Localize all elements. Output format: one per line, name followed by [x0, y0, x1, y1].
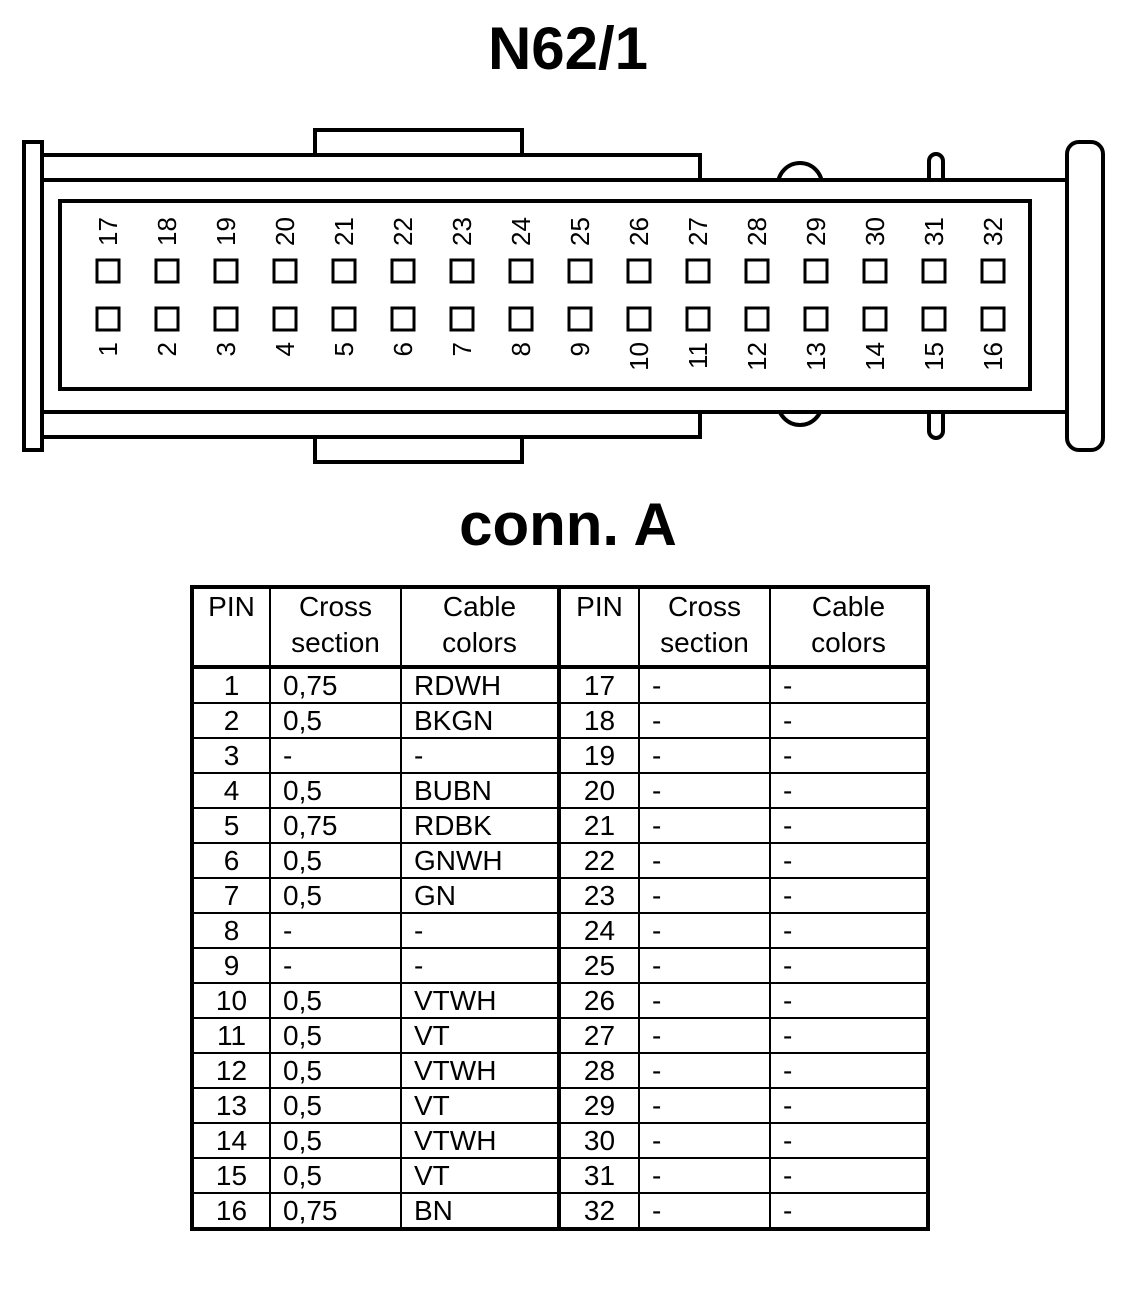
table-row [192, 703, 928, 738]
cell-pin: 4 [192, 773, 270, 808]
pin-socket-top [510, 260, 532, 282]
pin-socket-top [982, 260, 1004, 282]
pin-socket-top [746, 260, 768, 282]
pin-socket-bottom [215, 308, 237, 330]
table-row [192, 1053, 928, 1088]
table-row [192, 1088, 928, 1123]
pin-label-top: 19 [211, 217, 241, 246]
header-pin: PIN [192, 587, 270, 667]
cell-cable-color-right: - [770, 878, 928, 913]
cell-cross-section-right: - [639, 983, 770, 1018]
cell-cross-section: 0,5 [270, 1053, 401, 1088]
cell-cross-section: 0,5 [270, 1123, 401, 1158]
cell-cross-section: 0,5 [270, 843, 401, 878]
connector-subtitle: conn. A [459, 491, 677, 558]
pin-label-top: 22 [388, 217, 418, 246]
cell-cross-section: 0,5 [270, 1088, 401, 1123]
cell-cable-color: GNWH [401, 843, 559, 878]
header-pin-right: PIN [559, 587, 639, 667]
pin-label-bottom: 5 [329, 342, 359, 357]
right-end-cap [1067, 142, 1103, 450]
cell-cross-section-right: - [639, 948, 770, 983]
cell-pin-right: 32 [559, 1193, 639, 1229]
cell-pin: 3 [192, 738, 270, 773]
pin-label-bottom: 4 [270, 342, 300, 357]
cell-cross-section-right: - [639, 808, 770, 843]
cell-cable-color: - [401, 913, 559, 948]
cell-pin: 10 [192, 983, 270, 1018]
pin-label-bottom: 11 [683, 342, 713, 369]
pin-label-bottom: 8 [506, 342, 536, 357]
pin-socket-bottom [97, 308, 119, 330]
cell-cross-section: 0,5 [270, 773, 401, 808]
table-row [192, 878, 928, 913]
cell-pin-right: 23 [559, 878, 639, 913]
cell-cross-section: 0,5 [270, 878, 401, 913]
header-cable-colors: Cable colors [401, 587, 559, 667]
cell-pin: 1 [192, 667, 270, 703]
table-row [192, 738, 928, 773]
pin-label-bottom: 9 [565, 342, 595, 357]
pin-socket-bottom [628, 308, 650, 330]
cell-pin: 7 [192, 878, 270, 913]
cell-cable-color: RDWH [401, 667, 559, 703]
cell-cross-section: - [270, 913, 401, 948]
cell-cable-color-right: - [770, 913, 928, 948]
cell-cable-color: GN [401, 878, 559, 913]
table-row [192, 1018, 928, 1053]
pin-socket-top [451, 260, 473, 282]
cell-cable-color-right: - [770, 773, 928, 808]
cell-pin: 11 [192, 1018, 270, 1053]
cell-cable-color: BN [401, 1193, 559, 1229]
pin-socket-top [687, 260, 709, 282]
cell-pin: 9 [192, 948, 270, 983]
table-row [192, 913, 928, 948]
pin-socket-bottom [569, 308, 591, 330]
pin-label-bottom: 12 [742, 342, 772, 371]
cell-cross-section-right: - [639, 1123, 770, 1158]
cell-cable-color: VTWH [401, 1053, 559, 1088]
table-row [192, 843, 928, 878]
pin-socket-bottom [746, 308, 768, 330]
table-row [192, 667, 928, 703]
cell-pin-right: 18 [559, 703, 639, 738]
table-row [192, 1123, 928, 1158]
cell-pin: 2 [192, 703, 270, 738]
cell-cable-color-right: - [770, 1158, 928, 1193]
cell-cable-color: - [401, 738, 559, 773]
cell-cable-color-right: - [770, 1053, 928, 1088]
cell-pin-right: 31 [559, 1158, 639, 1193]
cell-cable-color-right: - [770, 1193, 928, 1229]
cell-cable-color: VTWH [401, 1123, 559, 1158]
pin-label-top: 29 [801, 217, 831, 246]
cell-cable-color: VT [401, 1018, 559, 1053]
cell-cable-color-right: - [770, 808, 928, 843]
cell-pin-right: 25 [559, 948, 639, 983]
cell-cable-color: BUBN [401, 773, 559, 808]
pin-label-bottom: 15 [919, 342, 949, 371]
cell-cross-section: 0,5 [270, 703, 401, 738]
pin-socket-bottom [451, 308, 473, 330]
pin-label-top: 21 [329, 217, 359, 246]
cell-pin: 15 [192, 1158, 270, 1193]
cell-cross-section-right: - [639, 1193, 770, 1229]
pin-label-top: 18 [152, 217, 182, 246]
cell-cable-color-right: - [770, 843, 928, 878]
pin-label-top: 26 [624, 217, 654, 246]
pin-label-top: 32 [978, 217, 1008, 246]
pin-socket-top [628, 260, 650, 282]
pin-socket-bottom [687, 308, 709, 330]
cell-cross-section-right: - [639, 1053, 770, 1088]
cell-pin: 14 [192, 1123, 270, 1158]
pin-label-top: 30 [860, 217, 890, 246]
cell-pin-right: 27 [559, 1018, 639, 1053]
pin-socket-bottom [864, 308, 886, 330]
cell-cable-color-right: - [770, 667, 928, 703]
pin-label-top: 31 [919, 217, 949, 246]
pin-socket-bottom [923, 308, 945, 330]
cell-cable-color-right: - [770, 703, 928, 738]
pin-socket-bottom [392, 308, 414, 330]
cell-cross-section-right: - [639, 913, 770, 948]
pin-socket-bottom [982, 308, 1004, 330]
cell-pin: 6 [192, 843, 270, 878]
header-cable-colors-right: Cable colors [770, 587, 928, 667]
cell-cross-section: 0,75 [270, 1193, 401, 1229]
pin-socket-top [274, 260, 296, 282]
cell-cross-section-right: - [639, 773, 770, 808]
cell-pin-right: 17 [559, 667, 639, 703]
table-row [192, 1158, 928, 1193]
pin-label-bottom: 16 [978, 342, 1008, 371]
cell-cable-color: VTWH [401, 983, 559, 1018]
pin-socket-bottom [805, 308, 827, 330]
cell-pin-right: 20 [559, 773, 639, 808]
table-row [192, 983, 928, 1018]
pin-socket-top [215, 260, 237, 282]
cell-pin-right: 29 [559, 1088, 639, 1123]
header-cross-section: Cross section [270, 587, 401, 667]
pin-label-bottom: 10 [624, 342, 654, 371]
cell-pin-right: 24 [559, 913, 639, 948]
cell-cross-section-right: - [639, 667, 770, 703]
cell-cable-color-right: - [770, 738, 928, 773]
cell-cross-section: 0,75 [270, 667, 401, 703]
pin-label-bottom: 1 [93, 342, 123, 357]
pin-label-top: 23 [447, 217, 477, 246]
pin-label-bottom: 6 [388, 342, 418, 357]
cell-pin-right: 22 [559, 843, 639, 878]
cell-cross-section-right: - [639, 1158, 770, 1193]
cell-cable-color-right: - [770, 983, 928, 1018]
pin-socket-top [805, 260, 827, 282]
cell-cross-section: - [270, 948, 401, 983]
pin-label-bottom: 14 [860, 342, 890, 371]
cell-cable-color: VT [401, 1088, 559, 1123]
cell-pin: 5 [192, 808, 270, 843]
pin-socket-top [569, 260, 591, 282]
cell-pin-right: 21 [559, 808, 639, 843]
connector-title: N62/1 [487, 15, 649, 82]
pin-label-bottom: 2 [152, 342, 182, 357]
pin-label-top: 28 [742, 217, 772, 246]
cell-cross-section-right: - [639, 843, 770, 878]
cell-cable-color: - [401, 948, 559, 983]
pin-label-bottom: 7 [447, 342, 477, 357]
table-header-row [192, 587, 928, 667]
pin-socket-top [864, 260, 886, 282]
cell-cross-section: 0,5 [270, 1018, 401, 1053]
cell-pin: 12 [192, 1053, 270, 1088]
pin-label-bottom: 3 [211, 342, 241, 357]
cell-cross-section: 0,75 [270, 808, 401, 843]
pin-socket-bottom [510, 308, 532, 330]
header-cross-section-right: Cross section [639, 587, 770, 667]
cell-cross-section-right: - [639, 1088, 770, 1123]
pin-socket-top [392, 260, 414, 282]
cell-pin: 13 [192, 1088, 270, 1123]
cell-cable-color-right: - [770, 1088, 928, 1123]
left-end-plate [24, 142, 42, 450]
pin-label-top: 24 [506, 217, 536, 246]
cell-cable-color-right: - [770, 948, 928, 983]
pin-socket-top [97, 260, 119, 282]
table-row [192, 948, 928, 983]
cell-pin-right: 30 [559, 1123, 639, 1158]
pin-socket-top [333, 260, 355, 282]
table-row [192, 1193, 928, 1229]
cell-pin-right: 28 [559, 1053, 639, 1088]
pin-socket-top [156, 260, 178, 282]
cell-pin: 16 [192, 1193, 270, 1229]
pin-label-bottom: 13 [801, 342, 831, 371]
cell-pin: 8 [192, 913, 270, 948]
cell-cable-color: BKGN [401, 703, 559, 738]
cell-cable-color: VT [401, 1158, 559, 1193]
pin-socket-top [923, 260, 945, 282]
cell-cross-section: - [270, 738, 401, 773]
pin-label-top: 27 [683, 217, 713, 246]
table-row [192, 808, 928, 843]
connector-drawing [0, 0, 1136, 480]
cell-cross-section-right: - [639, 703, 770, 738]
pin-label-top: 17 [93, 217, 123, 246]
pinout-table [190, 585, 930, 1231]
cell-cable-color: RDBK [401, 808, 559, 843]
cell-cross-section: 0,5 [270, 1158, 401, 1193]
cell-cross-section-right: - [639, 738, 770, 773]
cell-cross-section: 0,5 [270, 983, 401, 1018]
pin-socket-bottom [274, 308, 296, 330]
pin-socket-bottom [333, 308, 355, 330]
cell-cable-color-right: - [770, 1018, 928, 1053]
cell-cable-color-right: - [770, 1123, 928, 1158]
cell-pin-right: 19 [559, 738, 639, 773]
cell-pin-right: 26 [559, 983, 639, 1018]
table-row [192, 773, 928, 808]
cell-cross-section-right: - [639, 1018, 770, 1053]
pin-socket-bottom [156, 308, 178, 330]
cell-cross-section-right: - [639, 878, 770, 913]
pin-label-top: 25 [565, 217, 595, 246]
pin-label-top: 20 [270, 217, 300, 246]
